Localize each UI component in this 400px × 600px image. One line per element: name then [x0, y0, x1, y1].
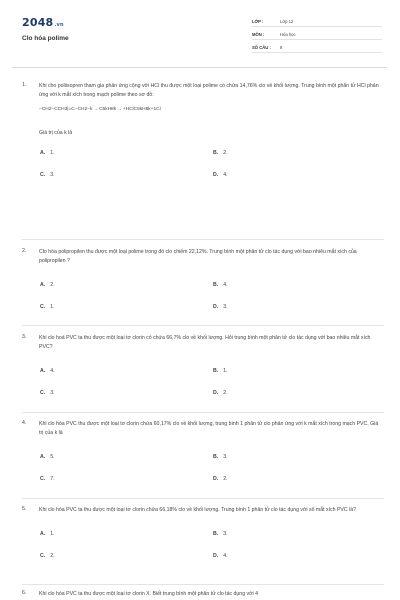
header-divider: [12, 67, 387, 68]
question-1: [22, 82, 382, 186]
document-title: Clo hóa polime: [22, 35, 69, 42]
question-separator: [22, 325, 384, 326]
option-value: 5.: [50, 454, 55, 461]
answer-options: [40, 282, 382, 318]
arrow-icon: →: [93, 106, 98, 112]
question-number: 3.: [22, 334, 27, 340]
option-letter: C.: [40, 304, 46, 311]
meta-value: Lớp 12: [280, 19, 294, 24]
option-value: 4.: [223, 553, 228, 560]
option-letter: B.: [213, 282, 219, 289]
question-number: 6.: [22, 590, 27, 596]
answer-options: [40, 150, 382, 186]
formula-part: −CH2−CCH3|=C−CH2−k: [39, 107, 93, 113]
formula-part: C5kH8k: [99, 107, 117, 113]
option-value: 1.: [50, 304, 55, 311]
question-text: Clo hóa polipropilen thu được một loại polime trong đó clo chiếm 22,12%. Trung bình một phân tử clo tác dụng với bao nhiêu mắt xích của polipropilen ?: [39, 249, 357, 265]
question-text: Khi clo hóa PVC thu được một loại tơ clorin chứa 60,17% clo về khối lượng, trung bình 1 phân tử clo phản ứng với k mắt xích trong mạch PVC. Giá trị của k là: [39, 421, 379, 437]
option-value: 3.: [50, 172, 55, 179]
document-header: [0, 0, 400, 64]
option-value: 1.: [50, 150, 55, 157]
formula-part: +HClC5kH8k+1Cl: [122, 107, 161, 113]
option-b[interactable]: [213, 454, 228, 460]
option-letter: D.: [213, 553, 219, 560]
option-letter: A.: [40, 282, 46, 289]
option-letter: C.: [40, 553, 46, 560]
option-letter: D.: [213, 172, 219, 179]
question-separator: [22, 584, 384, 585]
option-letter: A.: [40, 454, 46, 461]
option-d[interactable]: [213, 476, 228, 482]
option-letter: C.: [40, 390, 46, 397]
option-value: 1.: [50, 531, 55, 538]
question-text: Khi clo hóa PVC ta thu được một loại tơ clorin chứa 66,18% clo về khối lượng. Trung bình 1 phân tử clo tác dụng với số mắt xích PVC là?: [39, 507, 357, 513]
meta-label: MÔN :: [252, 32, 265, 37]
meta-label: SỐ CÂU :: [252, 45, 271, 50]
question-number: 5.: [22, 506, 27, 512]
question-separator: [22, 498, 384, 499]
option-value: 4.: [223, 282, 228, 289]
option-a[interactable]: [40, 531, 55, 537]
option-c[interactable]: [40, 553, 55, 559]
option-letter: D.: [213, 304, 219, 311]
meta-row-class: [252, 15, 382, 27]
question-3: [22, 334, 382, 404]
option-letter: A.: [40, 150, 46, 157]
option-letter: D.: [213, 390, 219, 397]
option-letter: C.: [40, 476, 46, 483]
option-a[interactable]: [40, 150, 55, 156]
option-value: 3.: [223, 531, 228, 538]
option-value: 4.: [223, 172, 228, 179]
question-text: Khi cho poliisopren tham gia phản ứng cộng với HCl thu được một loại polime có chứa 14,76% clo về khối lượng. Trung bình một phân tử HCl phản ứng với k mắt xích trong mạch polime theo sơ đồ:: [39, 83, 379, 99]
question-prompt: Giá trị của k là: [39, 130, 73, 137]
question-2: [22, 248, 382, 318]
option-d[interactable]: [213, 553, 228, 559]
question-separator: [22, 412, 384, 413]
option-letter: C.: [40, 172, 46, 179]
option-value: 2.: [223, 150, 228, 157]
meta-value: 8: [280, 45, 283, 50]
option-value: 3.: [223, 304, 228, 311]
option-c[interactable]: [40, 304, 55, 310]
option-value: 3.: [50, 390, 55, 397]
option-letter: A.: [40, 531, 46, 538]
question-separator: [22, 239, 384, 240]
option-value: 2.: [223, 476, 228, 483]
meta-value: Hóa học: [280, 32, 296, 37]
option-a[interactable]: [40, 282, 55, 288]
option-d[interactable]: [213, 304, 228, 310]
answer-options: [40, 368, 382, 404]
site-logo[interactable]: [22, 16, 64, 29]
question-number: 4.: [22, 420, 27, 426]
option-b[interactable]: [213, 282, 228, 288]
question-number: 2.: [22, 248, 27, 254]
option-letter: A.: [40, 368, 46, 375]
option-letter: D.: [213, 476, 219, 483]
option-letter: B.: [213, 454, 219, 461]
option-c[interactable]: [40, 476, 55, 482]
reaction-formula: [39, 106, 382, 112]
option-value: 3.: [223, 454, 228, 461]
question-5: [22, 506, 382, 567]
option-value: 2.: [50, 282, 55, 289]
option-letter: B.: [213, 531, 219, 538]
logo-main-text: 2048: [22, 16, 54, 29]
option-value: 2.: [223, 390, 228, 397]
document-meta: [252, 15, 382, 54]
meta-label: LỚP :: [252, 19, 264, 24]
question-4: [22, 420, 382, 490]
question-text: Khi clo hóa PVC ta thu được một loại tơ clorin X. Biết trung bình một phân tử clo tác dụng với 4: [39, 591, 258, 597]
option-value: 2.: [50, 553, 55, 560]
question-6: [22, 590, 382, 599]
question-text: Khi clo hoá PVC ta thu được một loại tơ clorin có chứa 66,7% clo về khối lượng. Hỏi trung bình một phân tử clo tác dụng với bao nhiêu mắt xích PVC?: [39, 335, 371, 351]
option-d[interactable]: [213, 390, 228, 396]
arrow-icon: →: [117, 106, 122, 112]
option-letter: B.: [213, 150, 219, 157]
option-c[interactable]: [40, 172, 55, 178]
option-b[interactable]: [213, 150, 228, 156]
option-a[interactable]: [40, 454, 55, 460]
option-value: 4.: [50, 368, 55, 375]
meta-row-subject: [252, 28, 382, 40]
logo-suffix-text: .vn: [54, 22, 64, 28]
option-value: 1.: [223, 368, 228, 375]
meta-row-question-count: [252, 41, 382, 53]
answer-options: [40, 531, 382, 567]
option-c[interactable]: [40, 390, 55, 396]
option-d[interactable]: [213, 172, 228, 178]
option-a[interactable]: [40, 368, 55, 374]
option-value: 7.: [50, 476, 55, 483]
answer-options: [40, 454, 382, 490]
option-b[interactable]: [213, 531, 228, 537]
option-b[interactable]: [213, 368, 228, 374]
question-number: 1.: [22, 82, 27, 88]
option-letter: B.: [213, 368, 219, 375]
